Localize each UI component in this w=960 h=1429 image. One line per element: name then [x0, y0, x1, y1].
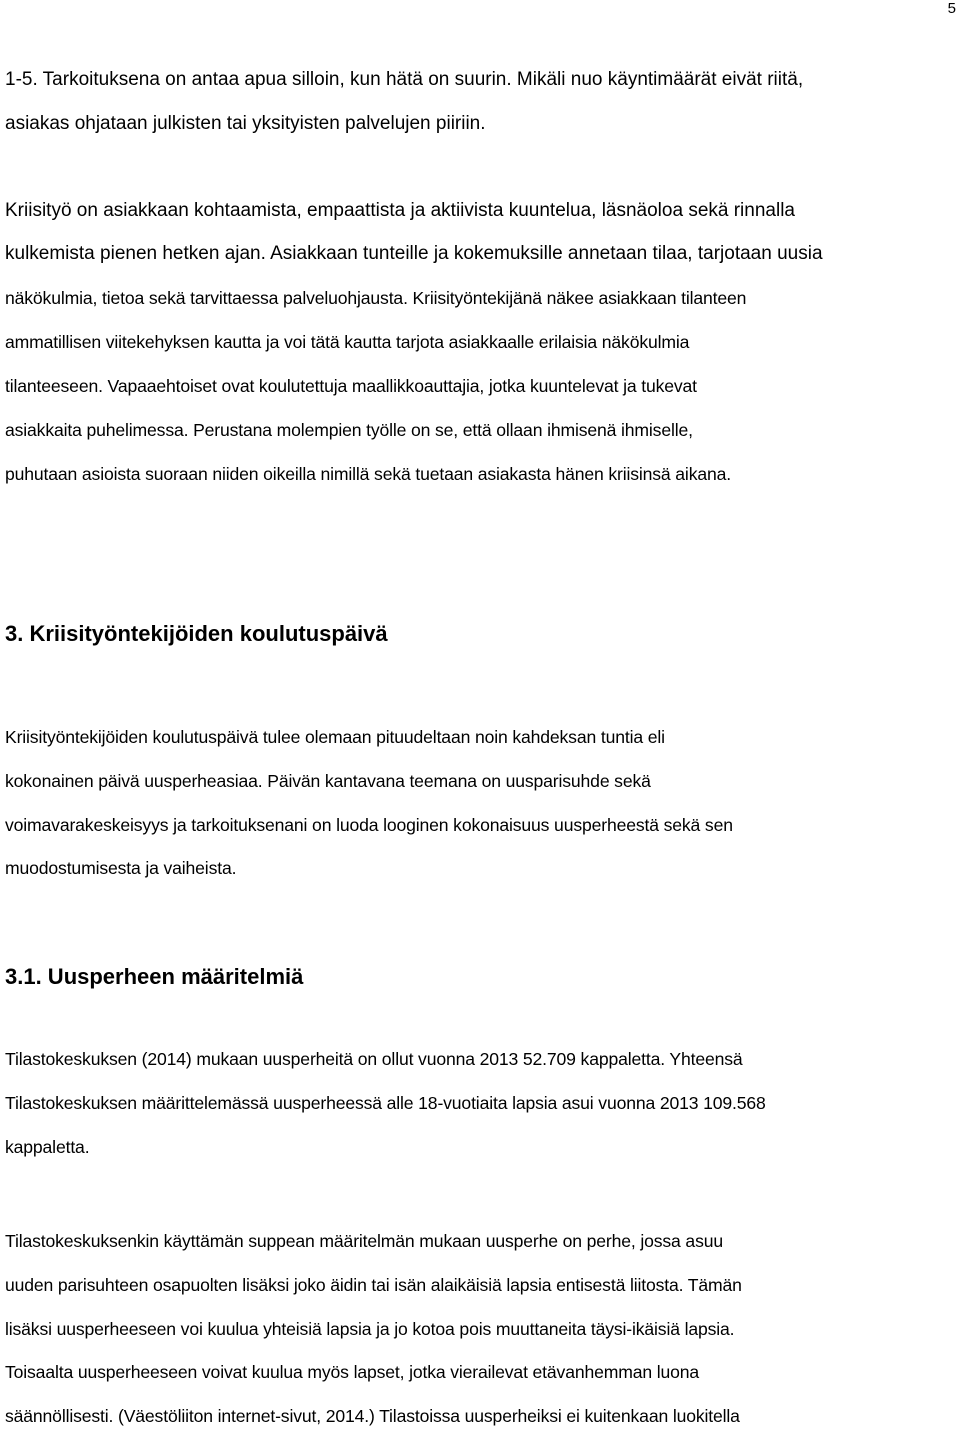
text-line: asiakas ohjataan julkisten tai yksityisten palvelujen piiriin. [5, 113, 486, 134]
text-line: asiakkaita puhelimessa. Perustana molempien työlle on se, että ollaan ihmisenä ihmiselle, [5, 420, 693, 440]
text-line: Kriisityöntekijöiden koulutuspäivä tulee olemaan pituudeltaan noin kahdeksan tuntia eli [5, 727, 665, 747]
text-line: säännöllisesti. (Väestöliiton internet-sivut, 2014.) Tilastoissa uusperheiksi ei kuitenkaan luokitella [5, 1406, 740, 1426]
text-line: Toisaalta uusperheeseen voivat kuulua myös lapset, jotka vierailevat etävanhemman luona [5, 1362, 700, 1382]
text-line: ammatillisen viitekehyksen kautta ja voi tätä kautta tarjota asiakkaalle erilaisia näkökulmia [5, 332, 690, 352]
text-line: näkökulmia, tietoa sekä tarvittaessa palveluohjausta. Kriisityöntekijänä näkee asiakkaan tilanteen [5, 288, 747, 308]
page-number: 5 [947, 0, 956, 17]
text-line: Tilastokeskuksen määrittelemässä uusperheessä alle 18-vuotiaita lapsia asui vuonna 2013 109.568 [5, 1093, 766, 1113]
text-line: tilanteeseen. Vapaaehtoiset ovat koulutettuja maallikkoauttajia, jotka kuuntelevat ja tukevat [5, 376, 697, 396]
text-line: Tilastokeskuksen (2014) mukaan uusperheitä on ollut vuonna 2013 52.709 kappaletta. Yhteensä [5, 1049, 743, 1069]
text-line: puhutaan asioista suoraan niiden oikeilla nimillä sekä tuetaan asiakasta hänen kriisinsä aikana. [5, 464, 731, 484]
text-line: Kriisityö on asiakkaan kohtaamista, empaattista ja aktiivista kuuntelua, läsnäoloa sekä rinnalla [5, 200, 795, 221]
subsection-heading: 3.1. Uusperheen määritelmiä [5, 964, 304, 989]
section-heading: 3. Kriisityöntekijöiden koulutuspäivä [5, 621, 388, 646]
text-line: muodostumisesta ja vaiheista. [5, 858, 237, 878]
text-line: 1-5. Tarkoituksena on antaa apua silloin, kun hätä on suurin. Mikäli nuo käyntimäärät eivät riitä, [5, 69, 804, 90]
text-line: voimavarakeskeisyys ja tarkoituksenani on luoda looginen kokonaisuus uusperheestä sekä sen [5, 815, 733, 835]
text-line: kappaletta. [5, 1137, 90, 1157]
text-line: kulkemista pienen hetken ajan. Asiakkaan tunteille ja kokemuksille annetaan tilaa, tarjotaan uusia [5, 243, 823, 264]
text-line: Tilastokeskuksenkin käyttämän suppean määritelmän mukaan uusperhe on perhe, jossa asuu [5, 1231, 723, 1251]
text-line: kokonainen päivä uusperheasiaa. Päivän kantavana teemana on uusparisuhde sekä [5, 771, 651, 791]
text-line: uuden parisuhteen osapuolten lisäksi joko äidin tai isän alaikäisiä lapsia entisestä liitosta. Tämän [5, 1275, 742, 1295]
text-line: lisäksi uusperheeseen voi kuulua yhteisiä lapsia ja jo kotoa pois muuttaneita täysi-ikäisiä lapsia. [5, 1319, 735, 1339]
